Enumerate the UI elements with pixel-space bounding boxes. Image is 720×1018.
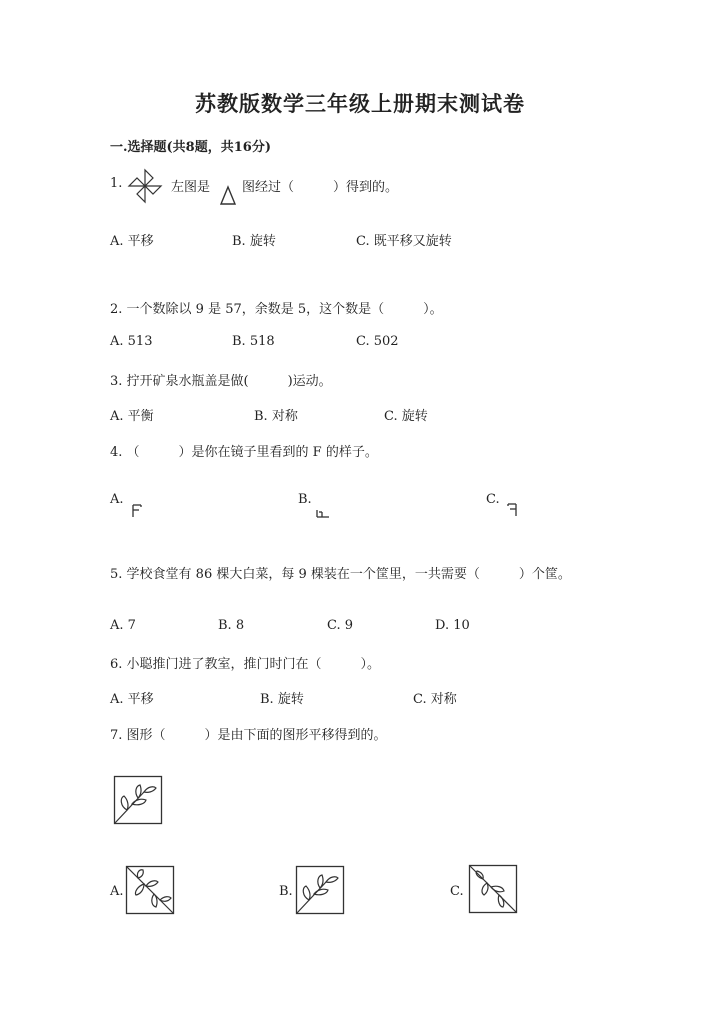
q4-text: 4. （ ）是你在镜子里看到的 F 的样子。 <box>110 445 378 460</box>
q3-option-a[interactable]: A. 平衡 <box>110 409 154 424</box>
q5-option-a[interactable]: A. 7 <box>110 618 136 633</box>
q3-option-b[interactable]: B. 对称 <box>254 409 298 424</box>
q1-option-b[interactable]: B. 旋转 <box>232 234 276 249</box>
q4-option-a[interactable]: A. <box>110 492 124 507</box>
q2-option-c[interactable]: C. 502 <box>356 334 399 349</box>
triangle-figure <box>220 186 236 206</box>
leaf-option-c-figure <box>469 865 517 913</box>
q6-text: 6. 小聪推门进了教室，推门时门在（ ）。 <box>110 657 381 672</box>
q7-option-c[interactable]: C. <box>450 884 464 899</box>
q1-text-a: 左图是 <box>171 180 211 195</box>
leaf-original-figure <box>114 776 162 824</box>
q4-option-b[interactable]: B. <box>298 492 312 507</box>
leaf-option-a-figure <box>126 866 174 914</box>
f-shape-c-figure <box>507 503 519 517</box>
f-shape-b-figure <box>316 508 330 518</box>
q6-option-b[interactable]: B. 旋转 <box>260 692 304 707</box>
q7-text: 7. 图形（ ）是由下面的图形平移得到的。 <box>110 728 387 743</box>
q3-text: 3. 拧开矿泉水瓶盖是做( )运动。 <box>110 374 332 389</box>
pinwheel-figure <box>127 168 163 204</box>
q7-option-b[interactable]: B. <box>279 884 293 899</box>
q5-option-b[interactable]: B. 8 <box>218 618 245 633</box>
q2-text: 2. 一个数除以 9 是 57，余数是 5，这个数是（ ）。 <box>110 302 443 317</box>
q4-option-c[interactable]: C. <box>486 492 500 507</box>
q1-option-c[interactable]: C. 既平移又旋转 <box>356 234 452 249</box>
q6-option-a[interactable]: A. 平移 <box>110 692 154 707</box>
page-title: 苏教版数学三年级上册期末测试卷 <box>195 91 525 116</box>
leaf-option-b-figure <box>296 866 344 914</box>
q5-option-c[interactable]: C. 9 <box>327 618 354 633</box>
q1-option-a[interactable]: A. 平移 <box>110 234 154 249</box>
section-heading: 一.选择题(共8题，共16分) <box>110 140 271 155</box>
q6-option-c[interactable]: C. 对称 <box>413 692 457 707</box>
q1-number: 1. <box>110 176 123 191</box>
q5-option-d[interactable]: D. 10 <box>435 618 470 633</box>
f-shape-a-figure <box>131 504 143 518</box>
q2-option-b[interactable]: B. 518 <box>232 334 275 349</box>
q2-option-a[interactable]: A. 513 <box>110 334 153 349</box>
q3-option-c[interactable]: C. 旋转 <box>384 409 428 424</box>
q1-text-b: 图经过（ ）得到的。 <box>242 180 399 195</box>
q5-text: 5. 学校食堂有 86 棵大白菜，每 9 棵装在一个筐里，一共需要（ ）个筐。 <box>110 567 571 582</box>
q7-option-a[interactable]: A. <box>110 884 124 899</box>
